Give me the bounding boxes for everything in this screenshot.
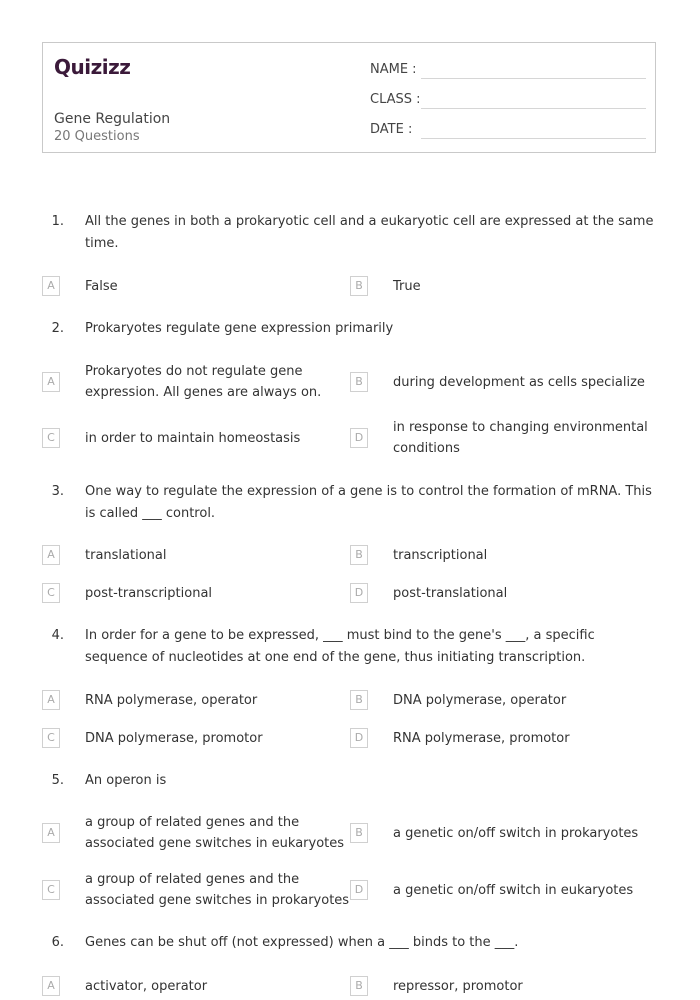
question-number: 6. xyxy=(51,935,64,950)
option-b[interactable] xyxy=(350,976,656,1000)
option-c[interactable] xyxy=(42,583,342,607)
option-text: DNA polymerase, promotor xyxy=(85,731,263,746)
option-text: in response to changing environmental conditions xyxy=(393,420,648,456)
option-a[interactable] xyxy=(42,545,342,569)
option-letter: A xyxy=(42,976,60,996)
option-text: transcriptional xyxy=(393,548,488,563)
option-text: a group of related genes and the associated gene switches in eukaryotes xyxy=(85,815,345,851)
question-count: 20 Questions xyxy=(54,129,140,144)
option-a[interactable] xyxy=(42,276,342,300)
option-text: DNA polymerase, operator xyxy=(393,693,567,708)
option-letter: C xyxy=(42,583,60,603)
option-letter: C xyxy=(42,880,60,900)
option-a[interactable] xyxy=(42,364,342,400)
option-b[interactable] xyxy=(350,276,650,300)
question-number: 4. xyxy=(51,628,64,643)
option-text: repressor, promotor xyxy=(393,979,523,994)
option-b[interactable] xyxy=(350,823,656,847)
option-letter: C xyxy=(42,428,60,448)
option-letter: B xyxy=(350,545,368,565)
quizizz-logo: Quizizz xyxy=(54,55,131,79)
option-letter: B xyxy=(350,690,368,710)
option-text: during development as cells specialize xyxy=(393,375,645,390)
class-line xyxy=(421,108,646,109)
option-b[interactable] xyxy=(350,690,656,714)
option-letter: B xyxy=(350,276,368,296)
option-letter: D xyxy=(350,583,368,603)
question-text: All the genes in both a prokaryotic cell and a eukaryotic cell are expressed at the same time. xyxy=(85,214,654,251)
option-letter: A xyxy=(42,372,60,392)
option-text: post-transcriptional xyxy=(85,586,213,601)
option-letter: A xyxy=(42,276,60,296)
question-text: Prokaryotes regulate gene expression primarily xyxy=(85,321,394,336)
option-letter: B xyxy=(350,372,368,392)
option-text: Prokaryotes do not regulate gene expression. All genes are always on. xyxy=(85,364,322,400)
option-text: post-translational xyxy=(393,586,508,601)
option-b[interactable] xyxy=(350,372,656,396)
option-d[interactable] xyxy=(350,583,656,607)
option-d[interactable] xyxy=(350,880,656,904)
option-text: a group of related genes and the associated gene switches in prokaryotes xyxy=(85,872,350,908)
option-text: in order to maintain homeostasis xyxy=(85,431,301,446)
class-label: CLASS : xyxy=(370,92,421,107)
date-field[interactable] xyxy=(370,121,646,139)
question-text: An operon is xyxy=(85,773,167,788)
option-letter: A xyxy=(42,545,60,565)
option-letter: D xyxy=(350,728,368,748)
option-text: translational xyxy=(85,548,167,563)
option-letter: A xyxy=(42,690,60,710)
option-d[interactable] xyxy=(350,420,656,456)
question-number: 2. xyxy=(51,321,64,336)
option-a[interactable] xyxy=(42,815,345,851)
option-c[interactable] xyxy=(42,428,342,452)
option-text: True xyxy=(393,279,421,294)
option-a[interactable] xyxy=(42,690,342,714)
option-letter: C xyxy=(42,728,60,748)
option-text: False xyxy=(85,279,118,294)
option-letter: D xyxy=(350,428,368,448)
option-text: a genetic on/off switch in eukaryotes xyxy=(393,883,634,898)
option-text: activator, operator xyxy=(85,979,208,994)
option-d[interactable] xyxy=(350,728,656,752)
worksheet-title: Gene Regulation xyxy=(54,111,171,127)
date-line xyxy=(421,138,646,139)
question-number: 1. xyxy=(51,214,64,229)
option-text: RNA polymerase, operator xyxy=(85,693,258,708)
name-line xyxy=(421,78,646,79)
option-letter: B xyxy=(350,823,368,843)
option-text: RNA polymerase, promotor xyxy=(393,731,570,746)
option-text: a genetic on/off switch in prokaryotes xyxy=(393,826,639,841)
name-label: NAME : xyxy=(370,62,417,77)
worksheet-header xyxy=(42,42,656,153)
question-number: 5. xyxy=(51,773,64,788)
date-label: DATE : xyxy=(370,122,413,137)
class-field[interactable] xyxy=(370,91,646,109)
question-number: 3. xyxy=(51,484,64,499)
question-text: One way to regulate the expression of a gene is to control the formation of mRNA. This is called ___ control. xyxy=(85,484,652,521)
question-text: Genes can be shut off (not expressed) when a ___ binds to the ___. xyxy=(85,935,519,950)
option-b[interactable] xyxy=(350,545,656,569)
option-letter: B xyxy=(350,976,368,996)
question-text: In order for a gene to be expressed, ___ must bind to the gene's ___, a specific sequence of nucleotides at one end of the gene, thus initiating transcription. xyxy=(85,628,595,665)
option-letter: A xyxy=(42,823,60,843)
option-c[interactable] xyxy=(42,872,350,908)
option-letter: D xyxy=(350,880,368,900)
name-field[interactable] xyxy=(370,61,646,79)
option-c[interactable] xyxy=(42,728,342,752)
option-a[interactable] xyxy=(42,976,342,1000)
